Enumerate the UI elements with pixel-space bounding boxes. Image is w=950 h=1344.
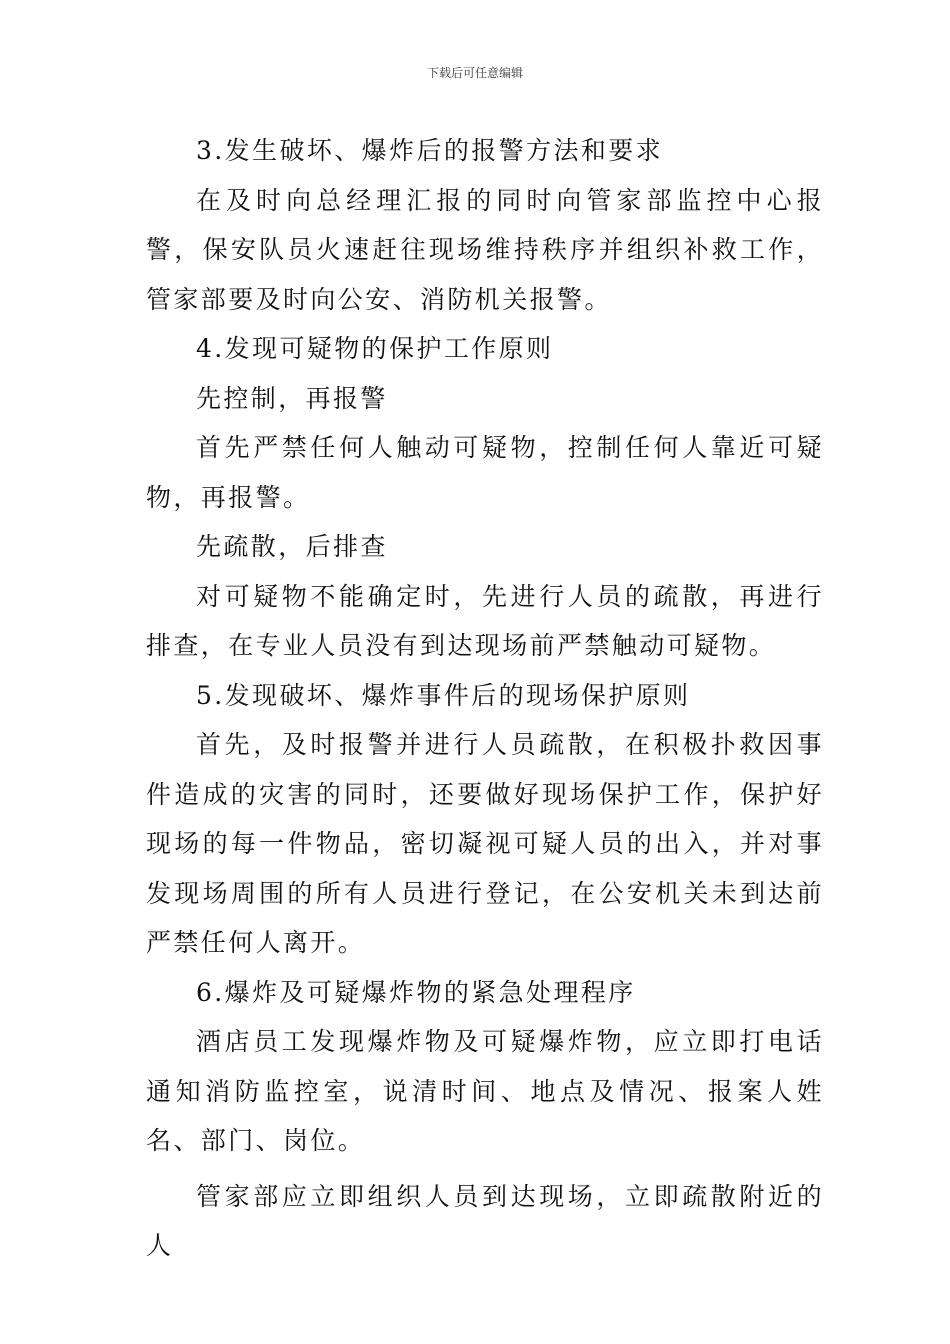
subheading-control-first: 先控制，再报警 [196, 383, 388, 413]
section-heading-5: 5.发现破坏、爆炸事件后的现场保护原则 [196, 680, 691, 710]
page-header-note: 下载后可任意编辑 [426, 66, 523, 80]
section-heading-6: 6.爆炸及可疑爆炸物的紧急处理程序 [196, 977, 636, 1007]
section-heading-3: 3.发生破坏、爆炸后的报警方法和要求 [196, 136, 664, 165]
body-paragraph: 首先，及时报警并进行人员疏散，在积极扑救因事件造成的灾害的同时，还要做好现场保护工作，保护好现场的每一件物品，密切凝视可疑人员的出入，并对事发现场周围的所有人员进行登记，在公安机关未到达前严禁任何人离开。 [146, 730, 824, 957]
body-paragraph: 对可疑物不能确定时，先进行人员的疏散，再进行排查，在专业人员没有到达现场前严禁触动可疑物。 [146, 581, 824, 660]
section-heading-4: 4.发现可疑物的保护工作原则 [196, 334, 554, 363]
body-paragraph: 首先严禁任何人触动可疑物，控制任何人靠近可疑物，再报警。 [146, 433, 824, 512]
body-paragraph: 在及时向总经理汇报的同时向管家部监控中心报警，保安队员火速赶往现场维持秩序并组织补救工作，管家部要及时向公安、消防机关报警。 [146, 185, 824, 314]
document-body [146, 126, 824, 1271]
body-paragraph: 管家部应立即组织人员到达现场，立即疏散附近的人 [146, 1181, 824, 1260]
body-paragraph: 酒店员工发现爆炸物及可疑爆炸物，应立即打电话通知消防监控室，说清时间、地点及情况、报案人姓名、部门、岗位。 [146, 1027, 824, 1155]
subheading-evacuate-first: 先疏散，后排查 [196, 532, 388, 561]
